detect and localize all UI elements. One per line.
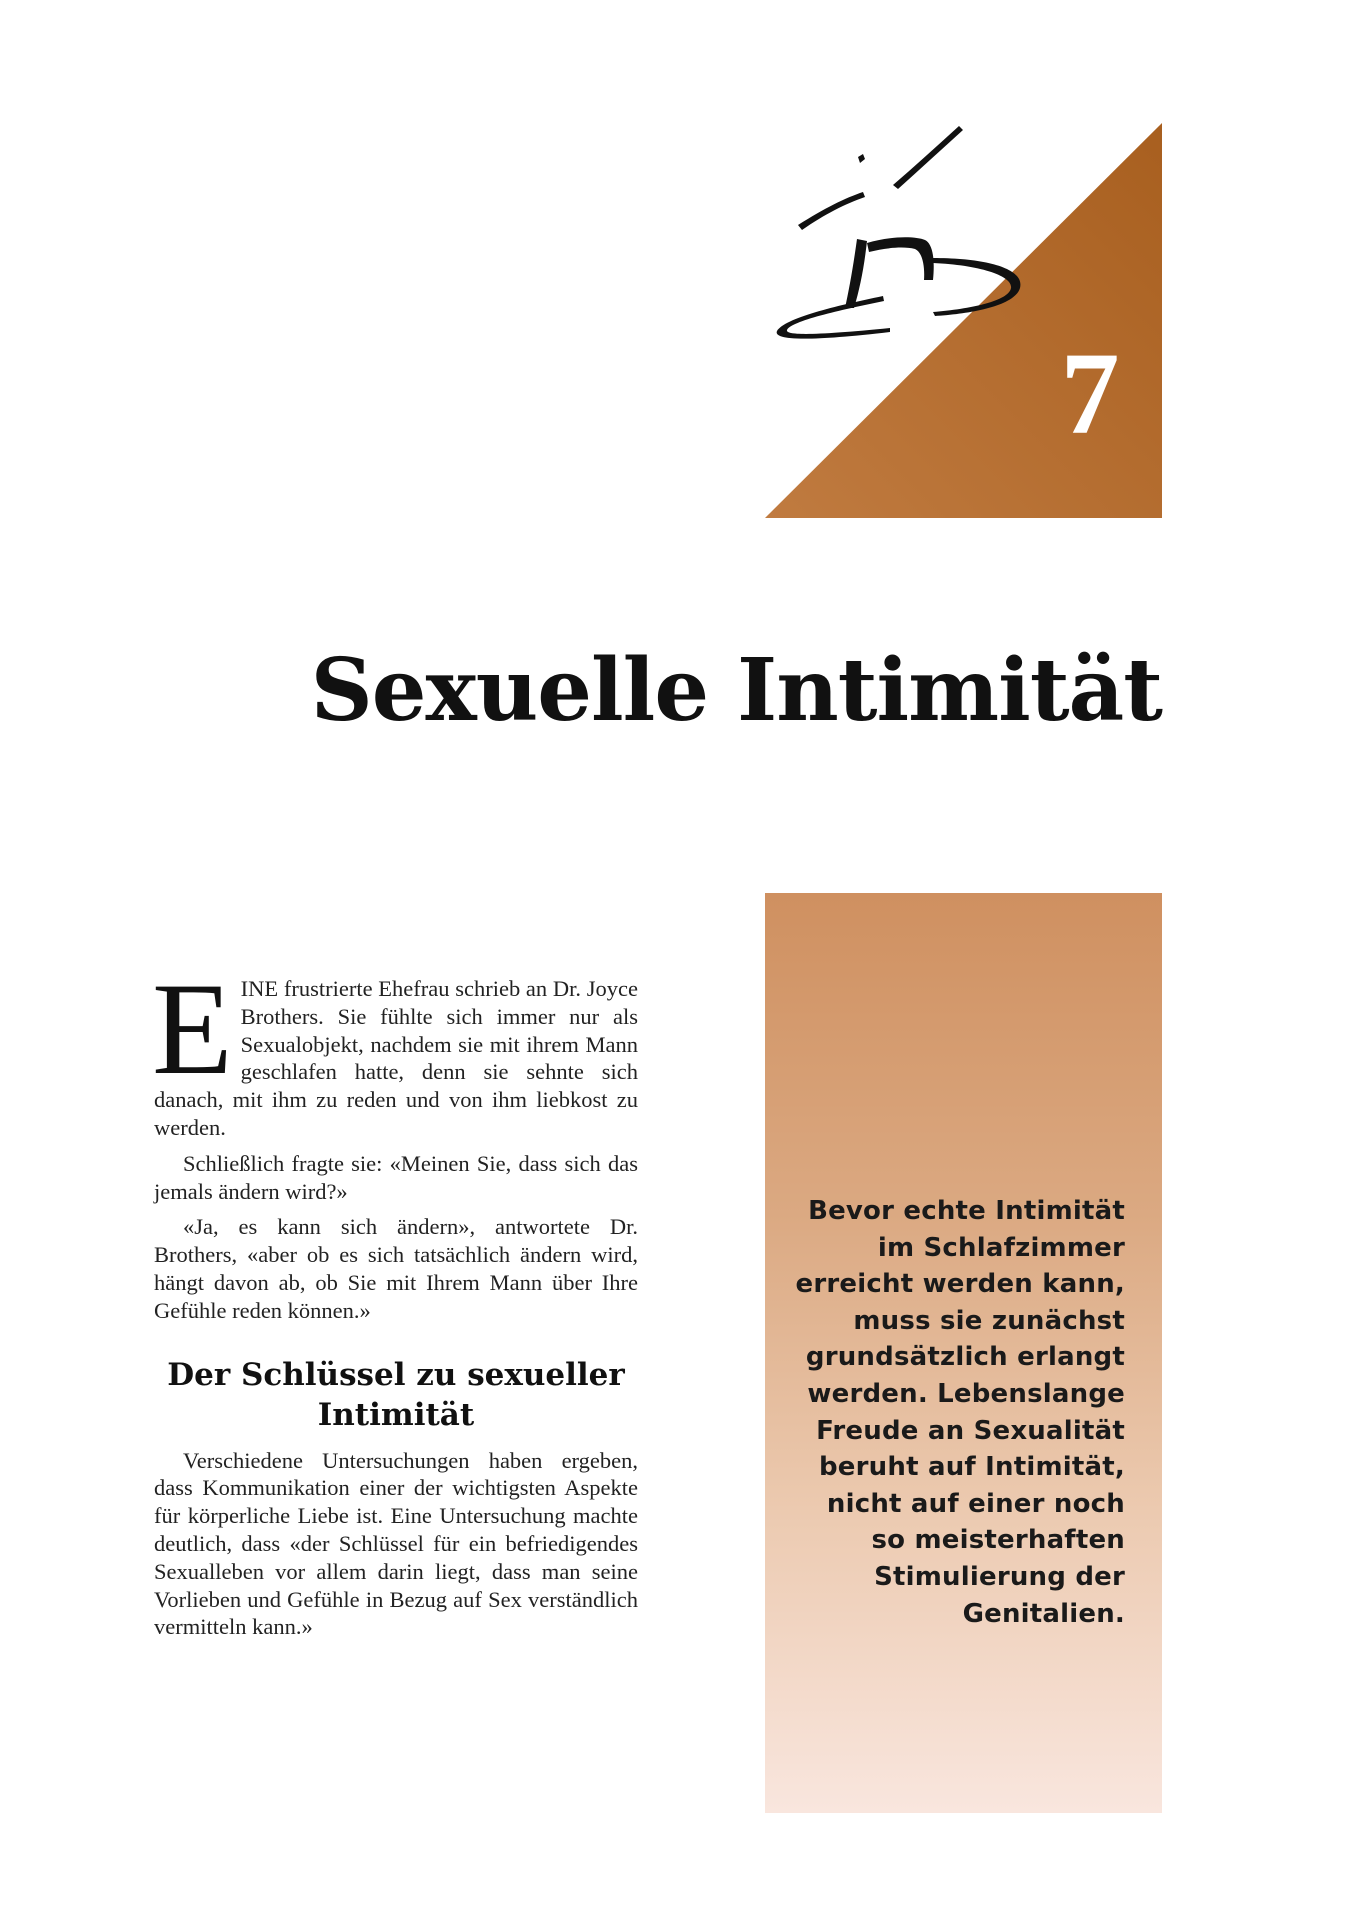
drop-cap: E — [152, 955, 233, 1102]
brush-stroke-figure-icon — [765, 118, 1035, 343]
pull-quote: Bevor echte Intimität im Schlafzimmer erreicht werden kann, muss sie zunächst grundsätzlich erlangt werden. Lebenslange Freude an Sexualität beruht auf Intimität, nicht auf einer noch so meisterhaften Stimulierung der Genitalien. — [795, 1196, 1125, 1629]
intro-paragraph-2: Schließlich fragte sie: «Meinen Sie, dass sich das jemals ändern wird?» — [154, 1150, 638, 1204]
body-column — [152, 955, 638, 1649]
intro-paragraph-3: «Ja, es kann sich ändern», antwortete Dr. Brothers, «aber ob es sich tatsächlich ändern wird, hängt davon ab, ob Sie mit Ihrem Mann über Ihre Gefühle reden können.» — [154, 1214, 638, 1323]
chapter-number: 7 — [1060, 328, 1120, 459]
chapter-title: Sexuelle Intimität — [310, 640, 1162, 741]
intro-paragraph-1 — [152, 955, 638, 1142]
section-heading: Der Schlüssel zu sexueller Intimität — [167, 1356, 625, 1433]
section-paragraph-1: Verschiedene Untersuchungen haben ergeben, dass Kommunikation einer der wichtigsten Aspekte für körperliche Liebe ist. Eine Untersuchung machte deutlich, dass «der Schlüssel für ein befriedigendes Sexualleben vor allem darin liegt, dass man seine Vorlieben und Gefühle in Bezug auf Sex verständlich vermitteln kann.» — [154, 1447, 638, 1640]
intro-paragraph-1-text: INE frustrierte Ehefrau schrieb an Dr. Joyce Brothers. Sie fühlte sich immer nur als Sexualobjekt, nachdem sie mit ihrem Mann geschlafen hatte, denn sie sehnte sich danach, mit ihm zu reden und von ihm liebkost zu werden. — [154, 976, 638, 1140]
